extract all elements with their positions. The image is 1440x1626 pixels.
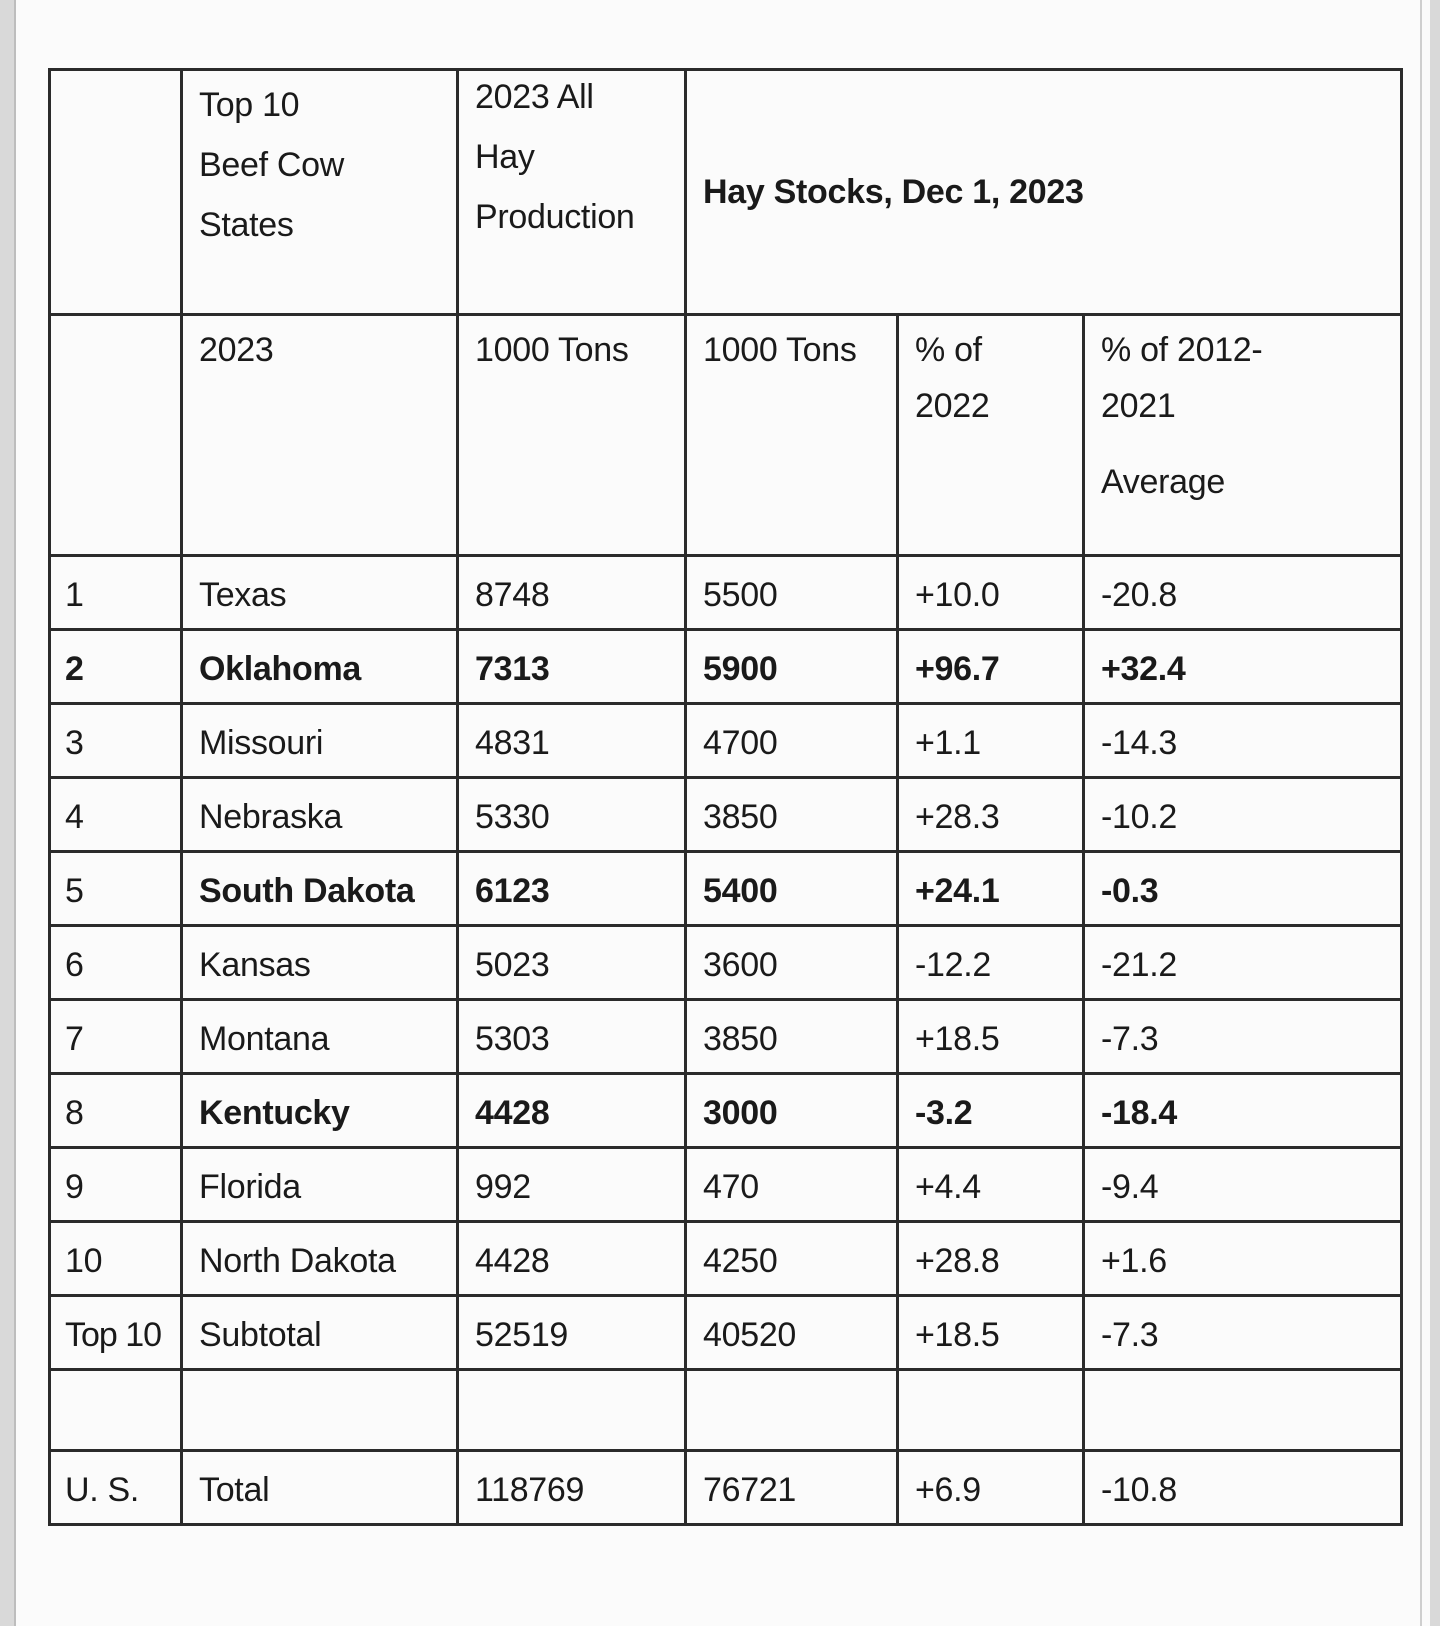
total-stocks-cell: 76721 [686, 1451, 898, 1525]
pct-2022-cell: +4.4 [898, 1148, 1084, 1222]
production-cell: 8748 [458, 556, 686, 630]
stocks-cell: 3000 [686, 1074, 898, 1148]
table-row [50, 778, 1402, 852]
stocks-cell: 5500 [686, 556, 898, 630]
state-cell: North Dakota [182, 1222, 458, 1296]
table-row [50, 1074, 1402, 1148]
table-row [50, 630, 1402, 704]
header-states: Top 10 Beef Cow States [182, 70, 458, 315]
production-cell: 5330 [458, 778, 686, 852]
total-state-cell: Total [182, 1451, 458, 1525]
state-cell: Montana [182, 1000, 458, 1074]
state-cell: Missouri [182, 704, 458, 778]
pct-average-cell: -0.3 [1084, 852, 1402, 926]
header-production-units: 1000 Tons [458, 315, 686, 556]
hay-stocks-table [48, 68, 1403, 1526]
header-pct-average: % of 2012- 2021 Average [1084, 315, 1402, 556]
pct-2022-cell: +28.8 [898, 1222, 1084, 1296]
production-cell: 7313 [458, 630, 686, 704]
pct-2022-cell: +1.1 [898, 704, 1084, 778]
rank-cell: 4 [50, 778, 182, 852]
table-row [50, 1000, 1402, 1074]
pct-2022-cell: -12.2 [898, 926, 1084, 1000]
table-row [50, 1148, 1402, 1222]
stocks-cell: 5400 [686, 852, 898, 926]
stocks-cell: 4250 [686, 1222, 898, 1296]
paper-edge [1420, 0, 1422, 1626]
pct-average-cell: -9.4 [1084, 1148, 1402, 1222]
state-cell: South Dakota [182, 852, 458, 926]
header-year: 2023 [182, 315, 458, 556]
rank-cell: 8 [50, 1074, 182, 1148]
rank-cell: 10 [50, 1222, 182, 1296]
pct-2022-cell: +24.1 [898, 852, 1084, 926]
table-row [50, 704, 1402, 778]
stocks-cell: 3850 [686, 1000, 898, 1074]
pct-average-cell: -20.8 [1084, 556, 1402, 630]
stocks-cell: 3600 [686, 926, 898, 1000]
header-stocks-units: 1000 Tons [686, 315, 898, 556]
rank-cell: 5 [50, 852, 182, 926]
subtotal-stocks-cell: 40520 [686, 1296, 898, 1370]
total-production-cell: 118769 [458, 1451, 686, 1525]
header-pct-2022: % of 2022 [898, 315, 1084, 556]
header-empty-cell [50, 315, 182, 556]
table-row [50, 926, 1402, 1000]
subtotal-label: Top 10 [50, 1296, 182, 1370]
pct-average-cell: +32.4 [1084, 630, 1402, 704]
pct-average-cell: -14.3 [1084, 704, 1402, 778]
pct-2022-cell: +10.0 [898, 556, 1084, 630]
header-production: 2023 All Hay Production [458, 70, 686, 315]
subtotal-pct-2022-cell: +18.5 [898, 1296, 1084, 1370]
header-row-1 [50, 70, 1402, 315]
stocks-cell: 470 [686, 1148, 898, 1222]
pct-average-cell: -21.2 [1084, 926, 1402, 1000]
subtotal-production-cell: 52519 [458, 1296, 686, 1370]
pct-2022-cell: +28.3 [898, 778, 1084, 852]
pct-average-cell: -7.3 [1084, 1000, 1402, 1074]
total-row [50, 1451, 1402, 1525]
state-cell: Oklahoma [182, 630, 458, 704]
stocks-cell: 3850 [686, 778, 898, 852]
rank-cell: 3 [50, 704, 182, 778]
table-row [50, 852, 1402, 926]
pct-2022-cell: +18.5 [898, 1000, 1084, 1074]
pct-average-cell: -18.4 [1084, 1074, 1402, 1148]
state-cell: Kansas [182, 926, 458, 1000]
pct-2022-cell: +96.7 [898, 630, 1084, 704]
table-row [50, 1222, 1402, 1296]
production-cell: 6123 [458, 852, 686, 926]
total-pct-2022-cell: +6.9 [898, 1451, 1084, 1525]
state-cell: Texas [182, 556, 458, 630]
production-cell: 5303 [458, 1000, 686, 1074]
stocks-cell: 4700 [686, 704, 898, 778]
total-label: U. S. [50, 1451, 182, 1525]
production-cell: 992 [458, 1148, 686, 1222]
table-row [50, 556, 1402, 630]
state-cell: Kentucky [182, 1074, 458, 1148]
rank-cell: 9 [50, 1148, 182, 1222]
total-pct-average-cell: -10.8 [1084, 1451, 1402, 1525]
state-cell: Nebraska [182, 778, 458, 852]
production-cell: 4428 [458, 1074, 686, 1148]
header-empty-cell [50, 70, 182, 315]
rank-cell: 2 [50, 630, 182, 704]
pct-average-cell: +1.6 [1084, 1222, 1402, 1296]
subtotal-state-cell: Subtotal [182, 1296, 458, 1370]
production-cell: 5023 [458, 926, 686, 1000]
production-cell: 4428 [458, 1222, 686, 1296]
blank-row [50, 1370, 1402, 1451]
header-hay-stocks: Hay Stocks, Dec 1, 2023 [686, 70, 1402, 315]
subtotal-row [50, 1296, 1402, 1370]
pct-average-cell: -10.2 [1084, 778, 1402, 852]
rank-cell: 1 [50, 556, 182, 630]
production-cell: 4831 [458, 704, 686, 778]
header-row-2 [50, 315, 1402, 556]
rank-cell: 7 [50, 1000, 182, 1074]
subtotal-pct-average-cell: -7.3 [1084, 1296, 1402, 1370]
rank-cell: 6 [50, 926, 182, 1000]
pct-2022-cell: -3.2 [898, 1074, 1084, 1148]
stocks-cell: 5900 [686, 630, 898, 704]
state-cell: Florida [182, 1148, 458, 1222]
